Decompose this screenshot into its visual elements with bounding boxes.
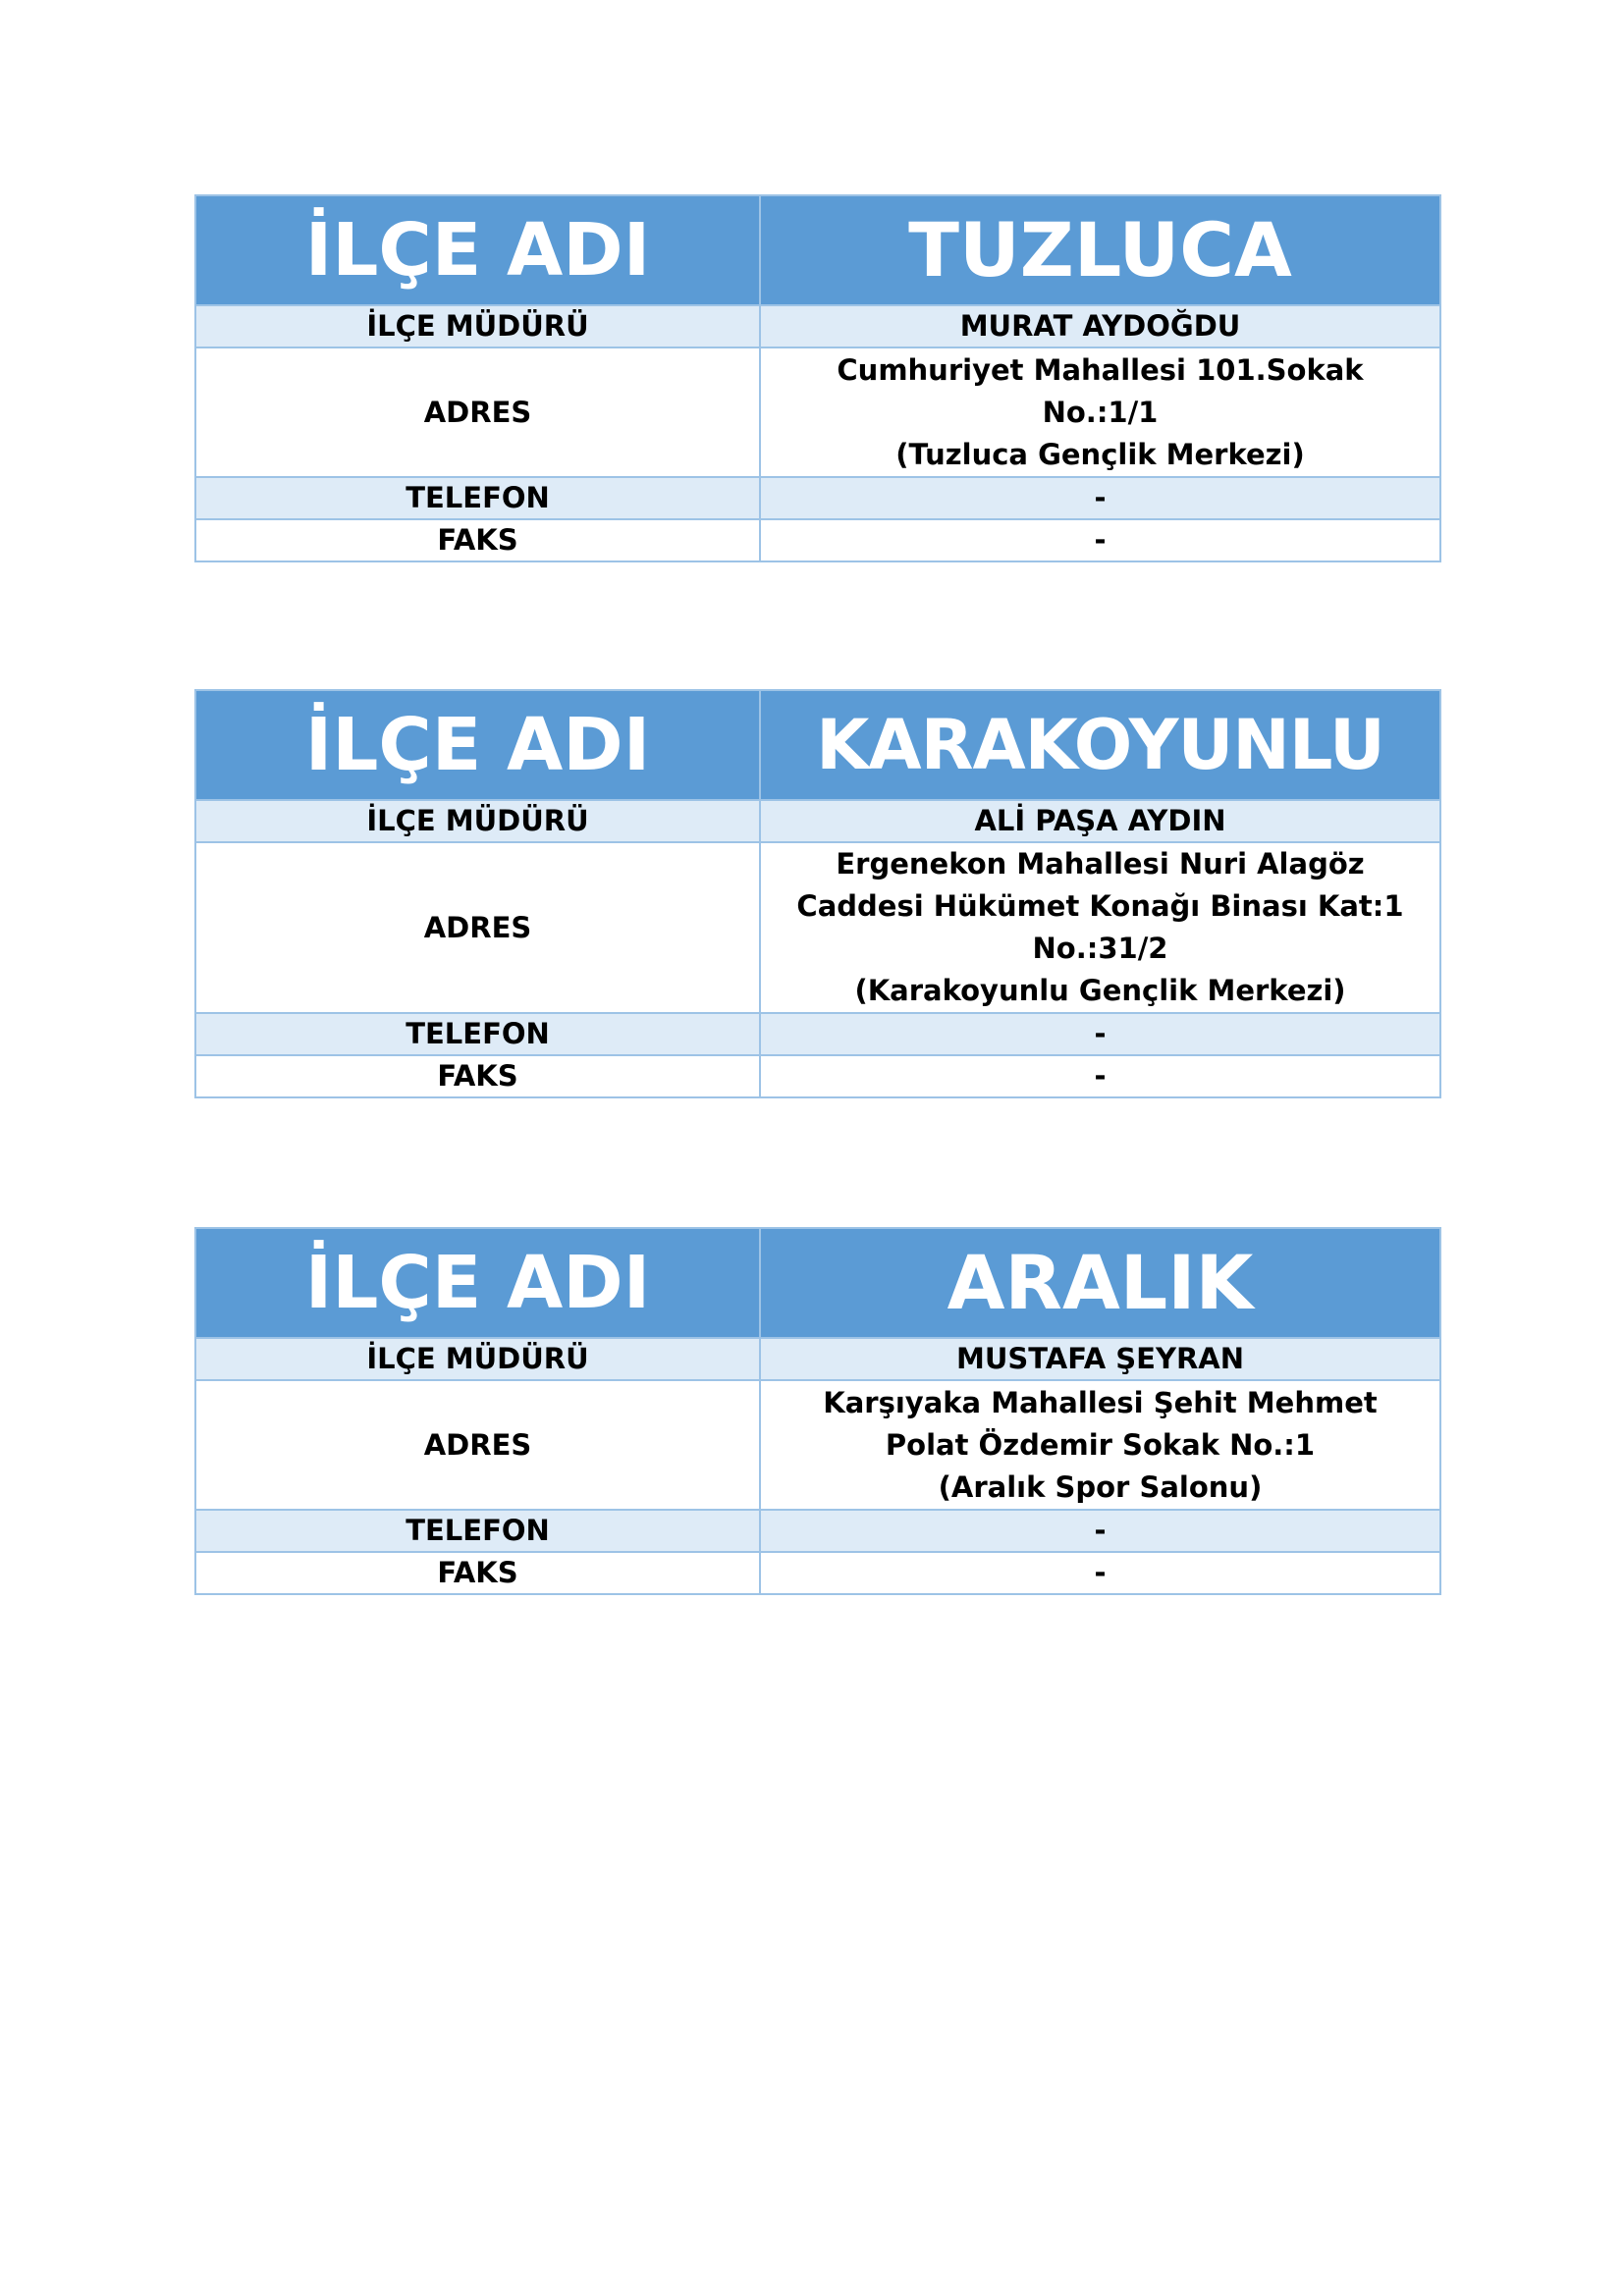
card-header-row — [195, 690, 1440, 800]
manager-row — [195, 305, 1440, 347]
manager-value: ALİ PAŞA AYDIN — [760, 800, 1440, 842]
fax-row — [195, 1552, 1440, 1594]
address-label: ADRES — [195, 347, 760, 477]
manager-row — [195, 800, 1440, 842]
district-name: KARAKOYUNLU — [760, 690, 1440, 800]
address-row — [195, 347, 1440, 477]
address-line: (Tuzluca Gençlik Merkezi) — [895, 437, 1305, 471]
phone-label: TELEFON — [195, 1510, 760, 1552]
card-header-row — [195, 195, 1440, 305]
manager-label: İLÇE MÜDÜRÜ — [195, 305, 760, 347]
address-line: (Karakoyunlu Gençlik Merkezi) — [854, 974, 1346, 1007]
manager-label: İLÇE MÜDÜRÜ — [195, 800, 760, 842]
address-label: ADRES — [195, 842, 760, 1013]
phone-value: - — [760, 1510, 1440, 1552]
fax-row — [195, 1055, 1440, 1097]
fax-row — [195, 519, 1440, 561]
fax-label: FAKS — [195, 1552, 760, 1594]
phone-row — [195, 1013, 1440, 1055]
manager-value: MUSTAFA ŞEYRAN — [760, 1338, 1440, 1380]
address-line: No.:1/1 — [1042, 395, 1159, 429]
fax-value: - — [760, 519, 1440, 561]
address-row — [195, 1380, 1440, 1510]
address-line: Polat Özdemir Sokak No.:1 — [885, 1427, 1316, 1462]
district-card-aralik — [194, 1227, 1441, 1595]
address-line: Karşıyaka Mahallesi Şehit Mehmet — [823, 1385, 1378, 1419]
manager-value: MURAT AYDOĞDU — [760, 305, 1440, 347]
address-value — [760, 1380, 1440, 1510]
phone-label: TELEFON — [195, 477, 760, 519]
address-line: Ergenekon Mahallesi Nuri Alagöz — [836, 847, 1365, 881]
fax-label: FAKS — [195, 1055, 760, 1097]
address-line: Cumhuriyet Mahallesi 101.Sokak — [837, 352, 1364, 387]
address-value — [760, 842, 1440, 1013]
district-name: TUZLUCA — [760, 195, 1440, 305]
address-line: Caddesi Hükümet Konağı Binası Kat:1 — [796, 889, 1404, 923]
header-label: İLÇE ADI — [195, 195, 760, 305]
phone-value: - — [760, 477, 1440, 519]
district-card-karakoyunlu — [194, 689, 1441, 1098]
address-row — [195, 842, 1440, 1013]
address-value — [760, 347, 1440, 477]
fax-value: - — [760, 1055, 1440, 1097]
fax-value: - — [760, 1552, 1440, 1594]
header-label: İLÇE ADI — [195, 690, 760, 800]
phone-row — [195, 477, 1440, 519]
district-name: ARALIK — [760, 1228, 1440, 1338]
phone-value: - — [760, 1013, 1440, 1055]
header-label: İLÇE ADI — [195, 1228, 760, 1338]
manager-label: İLÇE MÜDÜRÜ — [195, 1338, 760, 1380]
address-line: No.:31/2 — [1032, 932, 1168, 965]
phone-label: TELEFON — [195, 1013, 760, 1055]
card-header-row — [195, 1228, 1440, 1338]
manager-row — [195, 1338, 1440, 1380]
address-line: (Aralık Spor Salonu) — [938, 1469, 1263, 1504]
phone-row — [195, 1510, 1440, 1552]
address-label: ADRES — [195, 1380, 760, 1510]
district-card-tuzluca — [194, 194, 1441, 562]
fax-label: FAKS — [195, 519, 760, 561]
